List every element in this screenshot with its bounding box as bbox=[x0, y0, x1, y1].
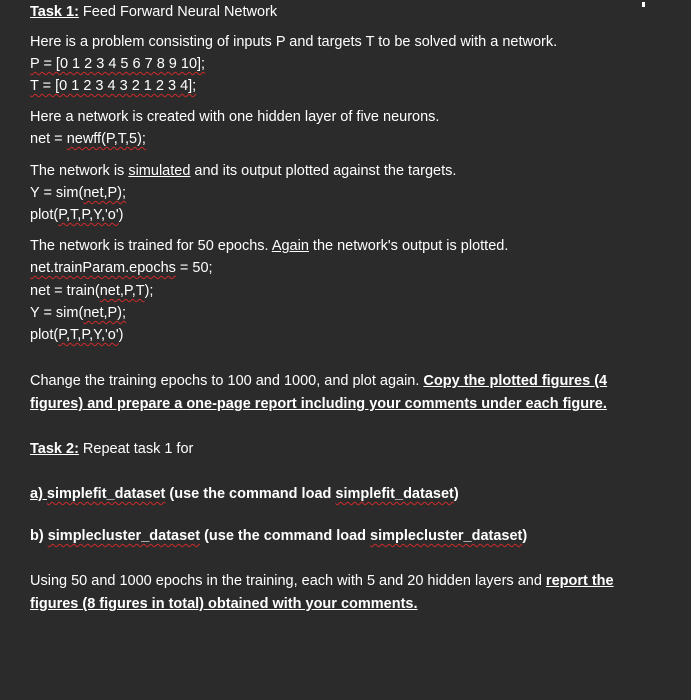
scrollbar-marker bbox=[642, 2, 645, 7]
net-create: net = newff(P,T,5); bbox=[30, 131, 146, 147]
task2-item-b: b) simplecluster_dataset (use the command load simplecluster_dataset) bbox=[30, 528, 528, 544]
task2-instruction-2: figures (8 figures in total) obtained with your comments. bbox=[30, 596, 418, 612]
change-instruction-2: figures) and prepare a one-page report including your comments under each figure. bbox=[30, 396, 607, 412]
plot-command: plot(P,T,P,Y,'o') bbox=[30, 207, 124, 223]
train-command: net = train(net,P,T); bbox=[30, 283, 154, 299]
sim-command-2: Y = sim(net,P); bbox=[30, 305, 127, 321]
train-intro: The network is trained for 50 epochs. Again the network's output is plotted. bbox=[30, 238, 509, 254]
net-intro: Here a network is created with one hidden layer of five neurons. bbox=[30, 109, 440, 125]
epochs-command: net.trainParam.epochs = 50; bbox=[30, 260, 213, 276]
task1-intro: Here is a problem consisting of inputs P and targets T to be solved with a network. bbox=[30, 34, 558, 50]
task2-label: Task 2: bbox=[30, 441, 79, 457]
task1-label: Task 1: bbox=[30, 4, 79, 20]
plot-command-2: plot(P,T,P,Y,'o') bbox=[30, 327, 124, 343]
sim-command: Y = sim(net,P); bbox=[30, 185, 127, 201]
change-instruction: Change the training epochs to 100 and 1000, and plot again. Copy the plotted figures (4 bbox=[30, 373, 608, 389]
task1-heading bbox=[30, 2, 277, 22]
task2-title: Repeat task 1 for bbox=[78, 441, 194, 457]
task2-item-a: a) simplefit_dataset (use the command load simplefit_dataset) bbox=[30, 486, 459, 502]
sim-intro: The network is simulated and its output plotted against the targets. bbox=[30, 163, 457, 179]
inputs-p: P = [0 1 2 3 4 5 6 7 8 9 10]; bbox=[30, 56, 206, 72]
task2-heading bbox=[30, 439, 193, 459]
targets-t: T = [0 1 2 3 4 3 2 1 2 3 4]; bbox=[30, 78, 197, 94]
task1-title: Feed Forward Neural Network bbox=[78, 4, 278, 20]
task2-instruction: Using 50 and 1000 epochs in the training, each with 5 and 20 hidden layers and report the bbox=[30, 573, 614, 589]
